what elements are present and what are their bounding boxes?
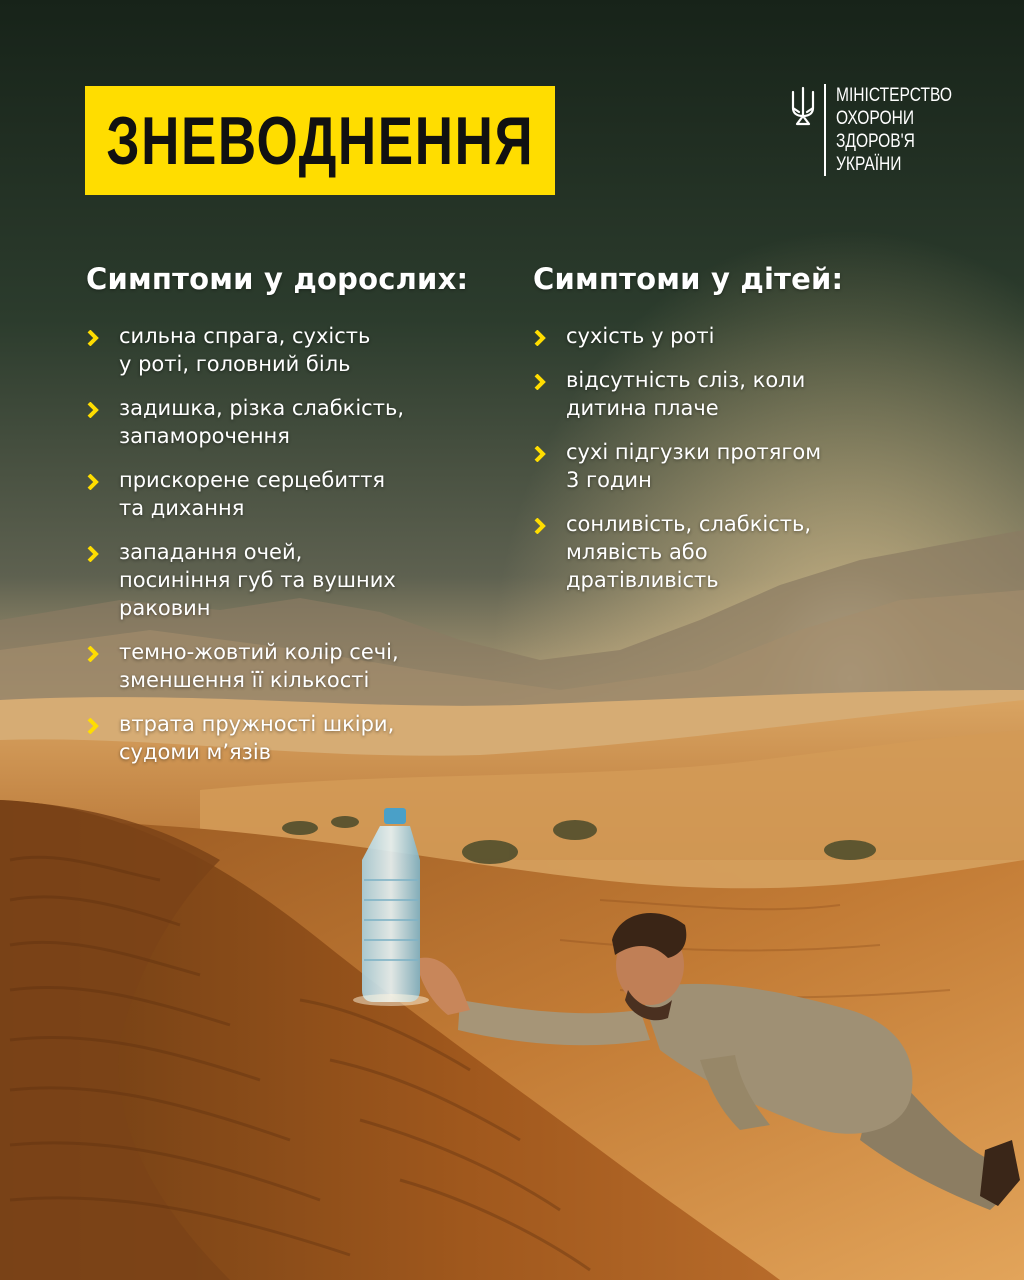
list-item [533, 510, 973, 594]
children-symptoms-column [533, 262, 973, 610]
list-item [86, 638, 506, 694]
ministry-name-line: МІНІСТЕРСТВО [836, 85, 952, 106]
symptom-text: втрата пружності шкіри, судоми м’язів [119, 712, 395, 764]
symptom-text: задишка, різка слабкість, запаморочення [119, 396, 405, 448]
adult-symptoms-list [86, 322, 506, 766]
list-item [533, 438, 973, 494]
ministry-name-line: ЗДОРОВ'Я [836, 131, 915, 152]
list-item [533, 322, 973, 350]
adult-symptoms-column [86, 262, 506, 782]
symptom-text: западання очей, посиніння губ та вушних раковин [119, 540, 396, 620]
chevron-right-icon [86, 330, 102, 346]
chevron-right-icon [86, 646, 102, 662]
symptom-text: сухість у роті [566, 324, 715, 348]
list-item [86, 538, 506, 622]
ministry-logo [790, 84, 977, 176]
list-item [86, 394, 506, 450]
children-symptoms-list [533, 322, 973, 594]
chevron-right-icon [86, 718, 102, 734]
chevron-right-icon [533, 330, 549, 346]
symptom-text: сильна спрага, сухість у роті, головний біль [119, 324, 371, 376]
ministry-name-line: ОХОРОНИ [836, 108, 915, 129]
list-item [86, 710, 506, 766]
logo-divider [824, 84, 826, 176]
chevron-right-icon [533, 518, 549, 534]
children-symptoms-heading: Симптоми у дітей: [533, 262, 844, 296]
list-item [86, 322, 506, 378]
chevron-right-icon [86, 402, 102, 418]
symptom-text: прискорене серцебиття та дихання [119, 468, 386, 520]
chevron-right-icon [533, 446, 549, 462]
page-title: ЗНЕВОДНЕННЯ [106, 102, 534, 179]
chevron-right-icon [86, 546, 102, 562]
list-item [86, 466, 506, 522]
symptom-text: сонливість, слабкість, млявість або дратівливість [566, 512, 812, 592]
title-banner [85, 86, 555, 195]
chevron-right-icon [86, 474, 102, 490]
trident-coat-of-arms-icon [790, 86, 816, 126]
symptom-text: сухі підгузки протягом 3 годин [566, 440, 822, 492]
symptom-text: темно-жовтий колір сечі, зменшення її кількості [119, 640, 399, 692]
symptom-text: відсутність сліз, коли дитина плаче [566, 368, 806, 420]
ministry-name [836, 84, 952, 176]
adult-symptoms-heading: Симптоми у дорослих: [86, 262, 469, 296]
chevron-right-icon [533, 374, 549, 390]
list-item [533, 366, 973, 422]
ministry-name-line: УКРАЇНИ [836, 154, 902, 175]
